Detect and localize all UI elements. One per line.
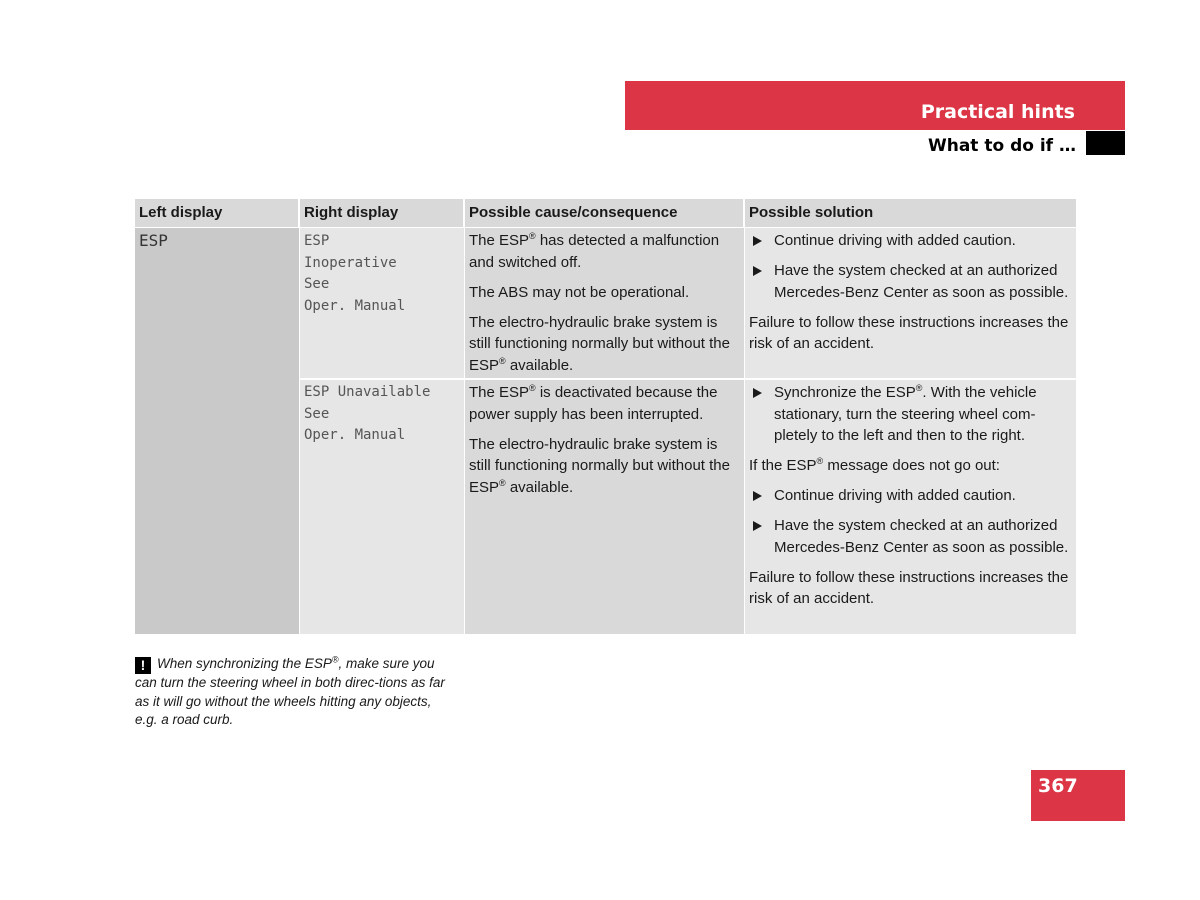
- page-number: 367: [1038, 775, 1078, 797]
- exclamation-icon: !: [135, 657, 151, 674]
- cause-paragraph: The ESP® has detected a malfunction and switched off.: [469, 231, 720, 271]
- display-line: Oper. Manual: [304, 297, 406, 314]
- bullet-triangle-icon: [753, 388, 762, 398]
- solution-row2: [745, 382, 1076, 618]
- cause-paragraph: The ESP® is deactivated because the power supply has been interrupted.: [469, 383, 718, 423]
- header-solution: Possible solution: [745, 199, 1076, 227]
- solution-paragraph: If the ESP® message does not go out:: [749, 456, 1000, 474]
- section-title: Practical hints: [920, 101, 1075, 123]
- display-line: See: [304, 276, 330, 292]
- left-display-esp: ESP: [139, 231, 168, 250]
- cause-row1: [465, 230, 744, 385]
- display-line: ESP: [304, 233, 330, 249]
- bullet-triangle-icon: [753, 236, 762, 246]
- section-tab-marker: [1086, 131, 1125, 155]
- right-display-row2: [300, 382, 464, 447]
- display-line: ESP Unavailable: [304, 384, 431, 400]
- cause-paragraph: The electro-hydraulic brake system is still functioning normally but without the ESP® available.: [469, 435, 730, 496]
- solution-row1: [745, 230, 1076, 363]
- note-text: When synchronizing the ESP: [157, 656, 332, 671]
- cause-paragraph: The electro-hydraulic brake system is still functioning normally but without the ESP® available.: [469, 313, 730, 374]
- cause-paragraph: The ABS may not be operational.: [469, 283, 690, 301]
- cause-row2: [465, 382, 744, 507]
- bullet-triangle-icon: [753, 266, 762, 276]
- solution-bullet: Have the system checked at an authorized Mercedes-Benz Center as soon as possible.: [749, 515, 1070, 558]
- esp-messages-table: [135, 199, 1076, 634]
- header-left-display: Left display: [135, 199, 299, 227]
- solution-bullet: Synchronize the ESP®. With the vehicle stationary, turn the steering wheel com-pletely to the left and then to the right.: [749, 382, 1070, 447]
- bullet-triangle-icon: [753, 521, 762, 531]
- column-left-display: [135, 228, 299, 634]
- solution-paragraph: Failure to follow these instructions increases the risk of an accident.: [749, 568, 1069, 607]
- display-line: Oper. Manual: [304, 427, 406, 443]
- section-subtitle: What to do if …: [927, 136, 1076, 156]
- header-cause: Possible cause/consequence: [465, 199, 744, 227]
- solution-bullet: Continue driving with added caution.: [749, 485, 1070, 507]
- display-line: See: [304, 405, 330, 422]
- solution-bullet: Continue driving with added caution.: [749, 230, 1070, 252]
- right-display-row1: [300, 231, 464, 317]
- bullet-triangle-icon: [753, 491, 762, 501]
- display-line: Inoperative: [304, 254, 397, 271]
- note-text: , make sure you can turn the steering wheel in both direc-tions as far as it will go without the wheels hitting any objects, e.g. a road curb.: [135, 656, 445, 727]
- warning-note: [135, 655, 445, 730]
- header-right-display: Right display: [300, 199, 464, 227]
- registered-mark: ®: [331, 654, 339, 665]
- solution-paragraph: Failure to follow these instructions increases the risk of an accident.: [749, 313, 1069, 352]
- solution-bullet: Have the system checked at an authorized Mercedes-Benz Center as soon as possible.: [749, 260, 1070, 303]
